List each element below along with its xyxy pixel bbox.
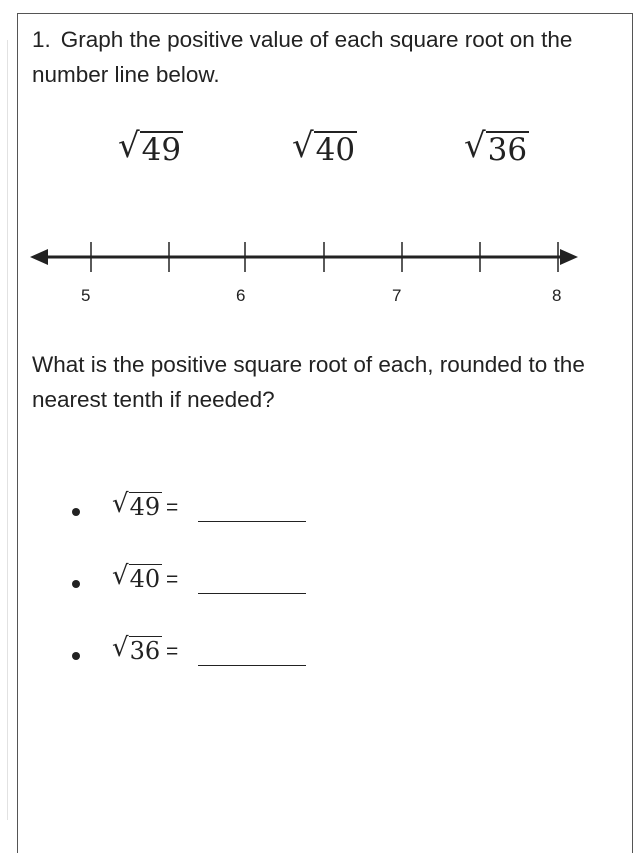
radical-sign: √ — [112, 561, 129, 591]
tick-label-6: 6 — [236, 286, 246, 305]
radicand: 40 — [129, 565, 161, 593]
radical-sign: √ — [464, 126, 486, 166]
radical-36 — [464, 126, 529, 166]
question-number: 1. — [32, 27, 51, 52]
radicand: 49 — [129, 493, 161, 521]
radicand: 36 — [487, 132, 528, 168]
question-2-text: What is the positive square root of each, rounded to the nearest tenth if needed? — [32, 352, 585, 412]
radical-sign: √ — [118, 126, 140, 166]
tick-label-7: 7 — [392, 286, 402, 305]
radicand: 36 — [129, 637, 161, 665]
equals-sign: = — [166, 640, 179, 663]
question-1-text: Graph the positive value of each square root on the number line below. — [32, 27, 573, 87]
tick-label-5: 5 — [81, 286, 91, 305]
answer-blank[interactable] — [198, 665, 306, 666]
left-arrow-icon — [30, 249, 48, 265]
radical-40 — [292, 126, 357, 166]
number-line — [0, 230, 636, 310]
equals-sign: = — [166, 568, 179, 591]
answer-radical-40 — [112, 560, 162, 592]
radicand: 40 — [315, 132, 356, 168]
bullet-icon — [72, 580, 80, 588]
answer-radical-36 — [112, 632, 162, 664]
radical-sign: √ — [112, 489, 129, 519]
answer-blank[interactable] — [198, 521, 306, 522]
bullet-icon — [72, 508, 80, 516]
answer-item — [0, 488, 636, 532]
radical-49 — [118, 126, 183, 166]
answer-item — [0, 560, 636, 604]
question-1 — [32, 22, 622, 92]
tick-label-8: 8 — [552, 286, 562, 305]
radical-row — [0, 126, 636, 176]
bullet-icon — [72, 652, 80, 660]
radicand: 49 — [141, 132, 182, 168]
right-arrow-icon — [560, 249, 578, 265]
answer-blank[interactable] — [198, 593, 306, 594]
radical-sign: √ — [112, 633, 129, 663]
equals-sign: = — [166, 496, 179, 519]
radical-sign: √ — [292, 126, 314, 166]
answer-item — [0, 632, 636, 676]
answer-radical-49 — [112, 488, 162, 520]
